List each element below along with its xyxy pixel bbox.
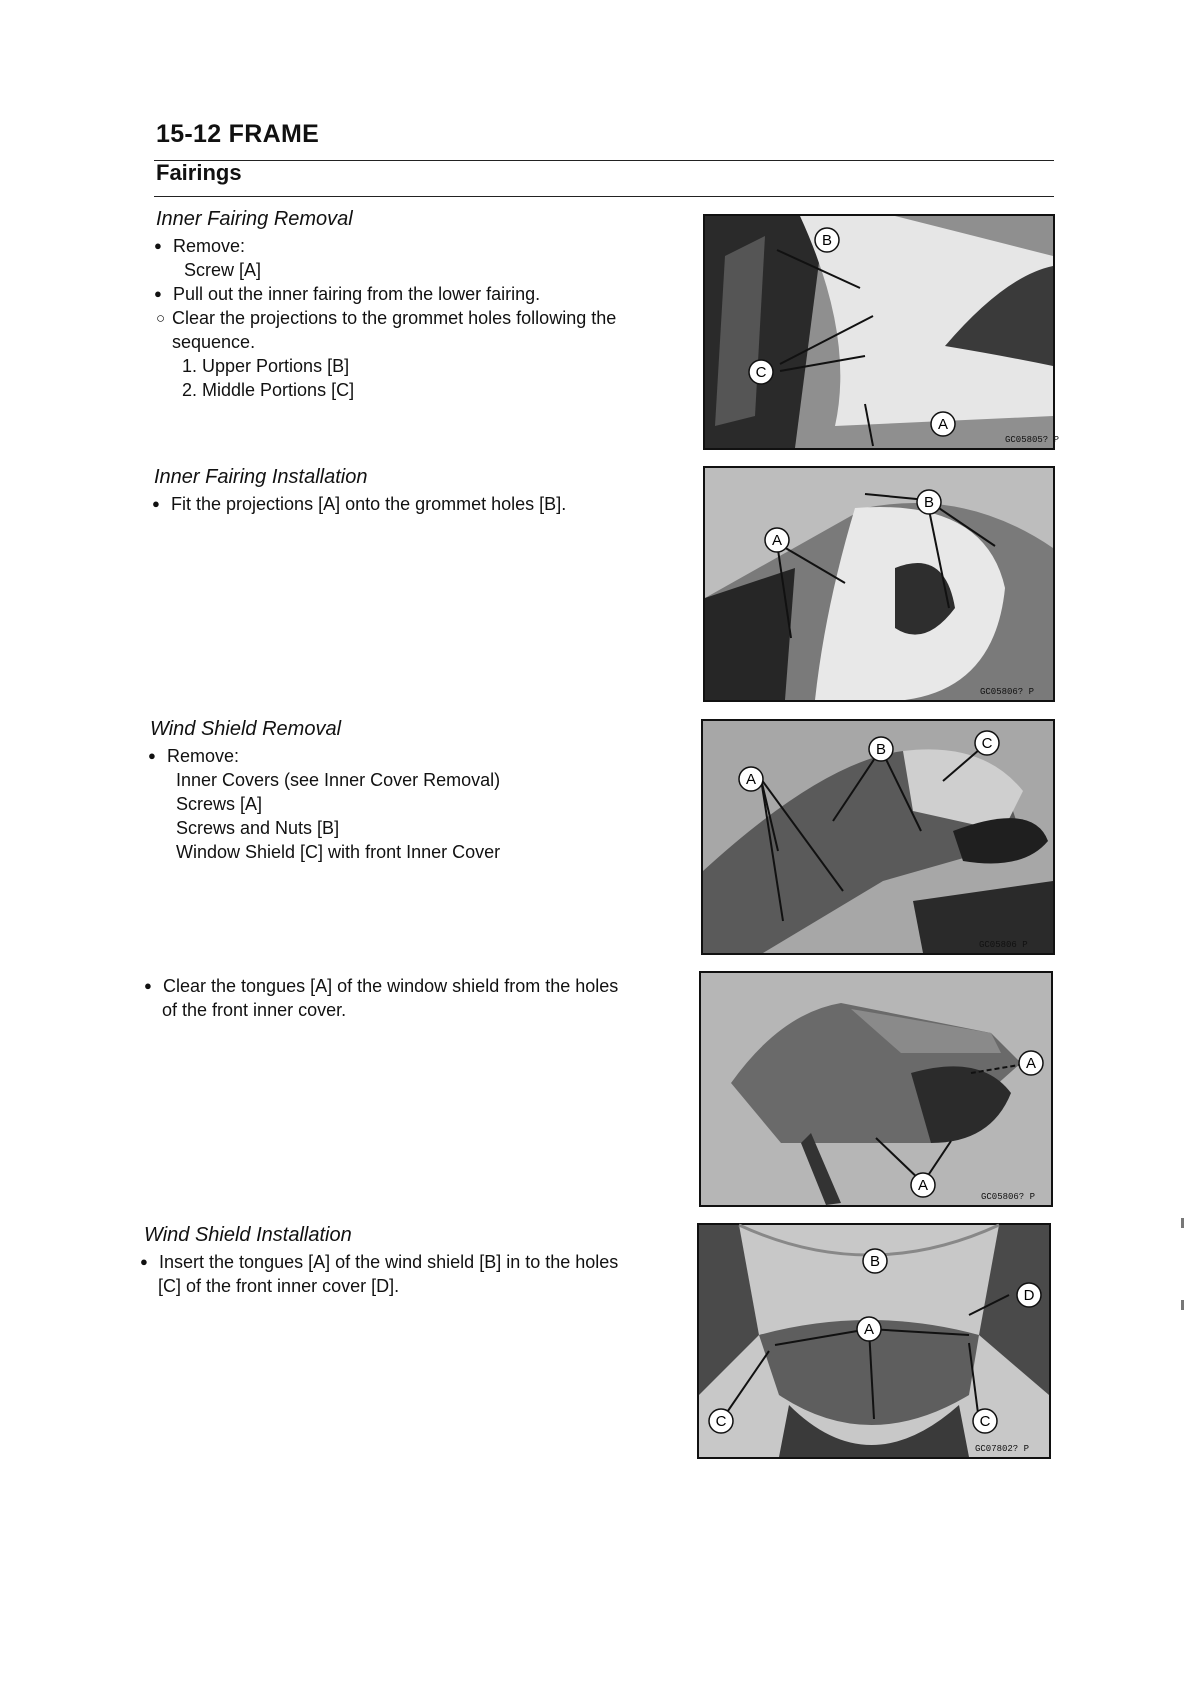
callout-a xyxy=(857,1317,881,1341)
svg-text:A: A xyxy=(917,1177,929,1194)
step-line: Screws and Nuts [B] xyxy=(176,818,340,838)
svg-text:C: C xyxy=(979,1413,991,1430)
callout-d xyxy=(1017,1283,1041,1307)
svg-text:B: B xyxy=(821,232,833,249)
figure-code: GC07802? P xyxy=(975,1444,1030,1454)
step-line: ○ Clear the projections to the grommet holes following the xyxy=(156,306,616,331)
step-line: [C] of the front inner cover [D]. xyxy=(158,1276,400,1296)
svg-text:C: C xyxy=(755,364,767,381)
callout-c xyxy=(749,360,773,384)
figure-code: GC05806 P xyxy=(979,940,1028,950)
svg-text:D: D xyxy=(1023,1287,1035,1304)
step-line: Screw [A] xyxy=(184,260,262,280)
scan-edge-mark xyxy=(1181,1300,1184,1310)
svg-text:A: A xyxy=(771,532,783,549)
figure-inner-fairing-removal xyxy=(703,214,1060,450)
callout-a xyxy=(765,528,789,552)
subhead-wind-shield-installation: Wind Shield Installation xyxy=(144,1224,352,1246)
callout-c xyxy=(973,1409,997,1433)
figure-code: GC05806? P xyxy=(980,687,1035,697)
callout-b xyxy=(863,1249,887,1273)
callout-c xyxy=(709,1409,733,1433)
step-line: sequence. xyxy=(172,332,256,352)
scan-edge-mark xyxy=(1181,1218,1184,1228)
step-line: Inner Covers (see Inner Cover Removal) xyxy=(176,770,501,790)
header-rule xyxy=(154,160,1054,161)
svg-text:B: B xyxy=(875,741,887,758)
callout-a xyxy=(1019,1051,1043,1075)
svg-text:C: C xyxy=(715,1413,727,1430)
subhead-wind-shield-removal: Wind Shield Removal xyxy=(150,718,342,740)
subhead-inner-fairing-installation: Inner Fairing Installation xyxy=(154,466,368,488)
step-line: Screws [A] xyxy=(176,794,263,814)
svg-text:B: B xyxy=(923,494,935,511)
callout-b xyxy=(815,228,839,252)
callout-b xyxy=(869,737,893,761)
step-line: of the front inner cover. xyxy=(162,1000,347,1020)
step-line: 1. Upper Portions [B] xyxy=(182,356,350,376)
svg-text:A: A xyxy=(937,416,949,433)
svg-text:A: A xyxy=(1025,1055,1037,1072)
callout-c xyxy=(975,731,999,755)
subhead-inner-fairing-removal: Inner Fairing Removal xyxy=(156,208,353,230)
step-line: ● Remove: xyxy=(154,234,245,258)
figure-code: GC05806? P xyxy=(981,1192,1036,1202)
step-line: ● Clear the tongues [A] of the window shield from the holes xyxy=(144,974,618,998)
step-line: ● Insert the tongues [A] of the wind shield [B] in to the holes xyxy=(140,1250,618,1274)
section-title: Fairings xyxy=(156,160,242,185)
figure-wind-shield-removal xyxy=(701,719,1055,955)
step-line: 2. Middle Portions [C] xyxy=(182,380,355,400)
step-line: ● Remove: xyxy=(148,744,239,768)
figure-clear-tongues xyxy=(699,971,1053,1207)
page-title: 15-12 FRAME xyxy=(156,120,320,148)
step-line: Window Shield [C] with front Inner Cover xyxy=(176,842,501,862)
callout-b xyxy=(917,490,941,514)
figure-wind-shield-installation xyxy=(697,1223,1051,1459)
callout-a xyxy=(911,1173,935,1197)
figure-inner-fairing-installation xyxy=(703,466,1055,702)
step-line: ● Pull out the inner fairing from the lower fairing. xyxy=(154,282,540,306)
section-rule xyxy=(154,196,1054,197)
svg-text:C: C xyxy=(981,735,993,752)
step-line: ● Fit the projections [A] onto the grommet holes [B]. xyxy=(152,492,566,516)
svg-text:B: B xyxy=(869,1253,881,1270)
svg-text:A: A xyxy=(863,1321,875,1338)
callout-a xyxy=(931,412,955,436)
callout-a xyxy=(739,767,763,791)
figure-code: GC05805? P xyxy=(1005,435,1060,445)
svg-text:A: A xyxy=(745,771,757,788)
